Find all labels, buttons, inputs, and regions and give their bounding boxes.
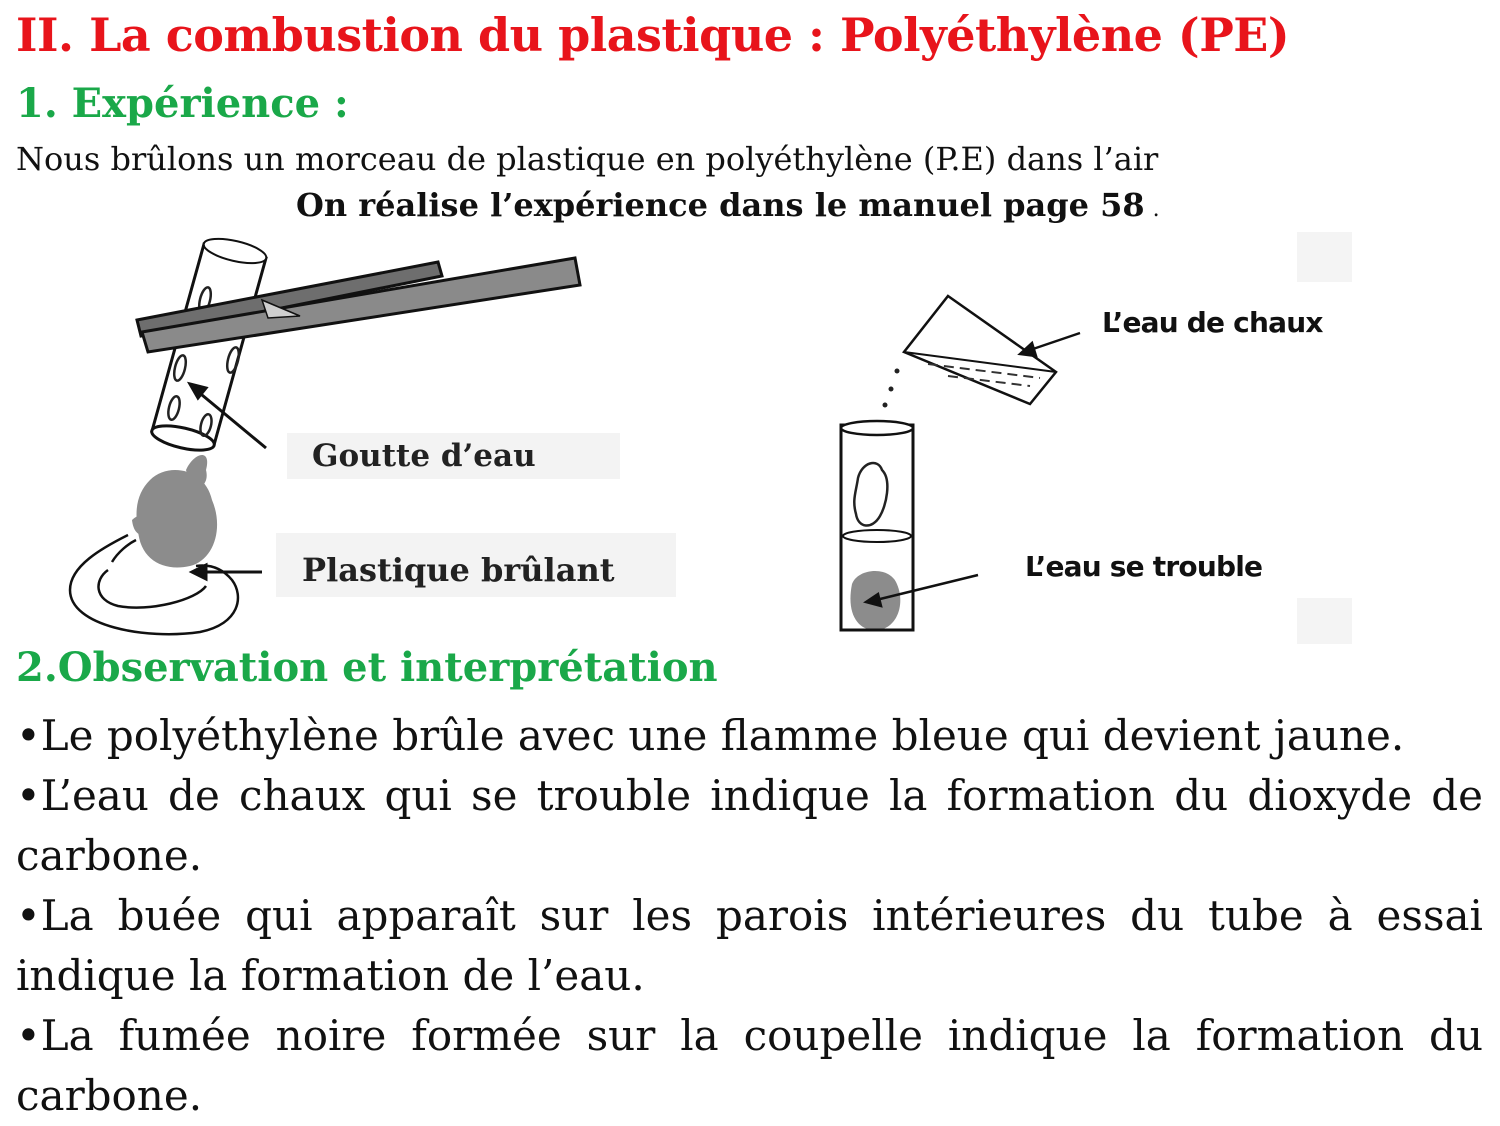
label-plastique-brulant: Plastique brûlant (276, 533, 676, 597)
manual-note-dot: . (1152, 197, 1160, 222)
observation-item: •La buée qui apparaît sur les parois intérieures du tube à essai indique la formation de l’eau. (16, 891, 1483, 1000)
section-heading-experience: 1. Expérience : (16, 80, 349, 127)
pouring-drops (883, 369, 900, 408)
manual-note-text: On réalise l’expérience dans le manuel page 58 (296, 186, 1145, 224)
manual-note (296, 186, 1160, 224)
observation-item: •L’eau de chaux qui se trouble indique la formation du dioxyde de carbone. (16, 771, 1483, 880)
figure-placeholder-bottom (1297, 598, 1352, 644)
label-goutte-eau: Goutte d’eau (287, 433, 620, 479)
page-title: II. La combustion du plastique : Polyéthylène (PE) (16, 8, 1290, 62)
smoke (132, 455, 217, 568)
observation-item: •La fumée noire formée sur la coupelle indique la formation du carbone. (16, 1011, 1483, 1120)
observation-item: •Le polyéthylène brûle avec une flamme bleue qui devient jaune. (16, 711, 1405, 760)
experience-intro: Nous brûlons un morceau de plastique en polyéthylène (P.E) dans l’air (16, 140, 1159, 178)
observation-list (16, 706, 1483, 1126)
experiment-figure (0, 225, 1500, 645)
section-heading-observation: 2.Observation et interprétation (16, 644, 718, 691)
figure-placeholder-top (1297, 232, 1352, 282)
label-eau-se-trouble: L’eau se trouble (1025, 550, 1263, 583)
label-eau-de-chaux: L’eau de chaux (1102, 306, 1323, 339)
